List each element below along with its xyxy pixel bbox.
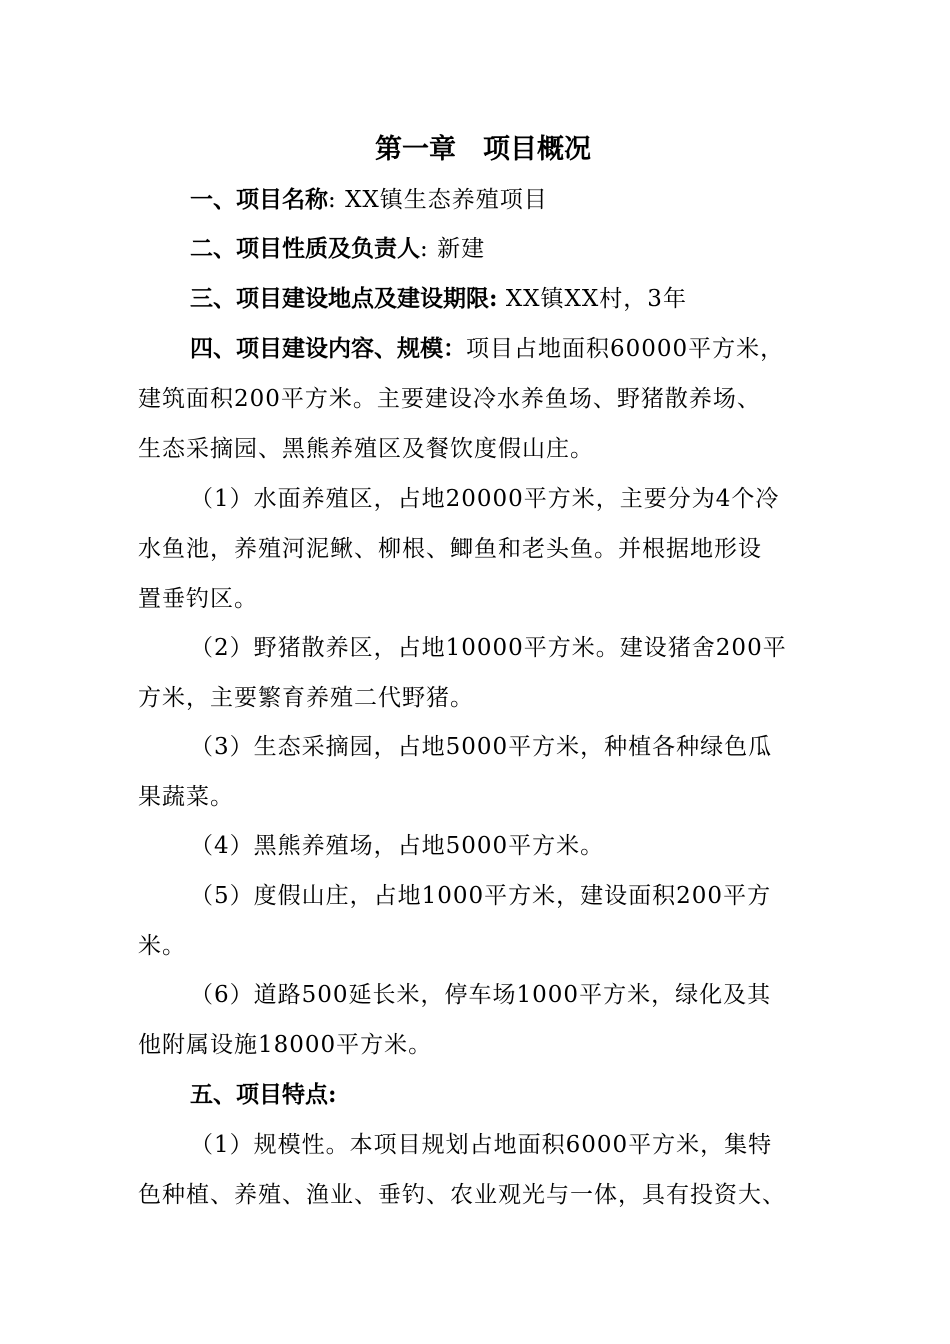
project-location-value: XX镇XX村，3年 <box>505 286 687 312</box>
subitem-3-line-1: （3）生态采摘园，占地5000平方米，种植各种绿色瓜 <box>190 734 773 760</box>
feature-1-line-1: （1）规模性。本项目规划占地面积6000平方米，集特 <box>190 1132 773 1158</box>
project-name-paragraph <box>138 175 828 225</box>
project-content-heading: 四、项目建设内容、规模： <box>190 335 466 362</box>
project-location-heading: 三、项目建设地点及建设期限 <box>190 285 489 312</box>
chapter-name: 项目概况 <box>483 134 591 165</box>
subitem-1-line-1: （1）水面养殖区，占地20000平方米，主要分为4个冷 <box>190 486 780 512</box>
subitem-4 <box>138 821 828 871</box>
project-nature-value: 新建 <box>437 236 486 262</box>
chapter-number: 第一章 <box>375 134 456 165</box>
subitem-2-line-1: （2）野猪散养区，占地10000平方米。建设猪舍200平 <box>190 635 787 661</box>
feature-1-line-2: 色种植、养殖、渔业、垂钓、农业观光与一体，具有投资大、 <box>138 1182 786 1208</box>
subitem-1-line-3: 置垂钓区。 <box>138 586 258 612</box>
subitem-2-line-2: 方米，主要繁育养殖二代野猪。 <box>138 685 474 711</box>
project-content-line-2: 建筑面积200平方米。主要建设冷水养鱼场、野猪散养场、 <box>138 386 761 412</box>
project-name-heading: 一、项目名称 <box>190 186 328 213</box>
chapter-title <box>138 128 828 172</box>
project-location-paragraph <box>138 274 828 324</box>
project-location-colon: : <box>489 285 498 312</box>
feature-1 <box>138 1120 828 1220</box>
subitem-2 <box>138 623 828 723</box>
project-name-colon: : <box>328 187 337 213</box>
subitem-4-line-1: （4）黑熊养殖场，占地5000平方米。 <box>190 833 605 859</box>
features-heading: 五、项目特点: <box>190 1081 337 1108</box>
subitem-5-line-1: （5）度假山庄，占地1000平方米，建设面积200平方 <box>190 883 772 909</box>
subitem-5-line-2: 米。 <box>138 933 186 959</box>
subitem-6-line-2: 他附属设施18000平方米。 <box>138 1032 433 1058</box>
project-nature-heading: 二、项目性质及负责人 <box>190 235 420 262</box>
subitem-1-line-2: 水鱼池，养殖河泥鳅、柳根、鲫鱼和老头鱼。并根据地形设 <box>138 536 762 562</box>
subitem-5 <box>138 871 828 971</box>
subitem-6 <box>138 970 828 1070</box>
project-content-paragraph <box>138 324 828 474</box>
subitem-3 <box>138 722 828 822</box>
subitem-3-line-2: 果蔬菜。 <box>138 784 234 810</box>
project-content-line-3: 生态采摘园、黑熊养殖区及餐饮度假山庄。 <box>138 436 594 462</box>
project-nature-colon: : <box>420 236 429 262</box>
project-name-value: XX镇生态养殖项目 <box>345 187 548 213</box>
project-content-line-1: 四、项目建设内容、规模：项目占地面积60000平方米， <box>190 335 785 362</box>
project-nature-paragraph <box>138 224 828 274</box>
subitem-6-line-1: （6）道路500延长米，停车场1000平方米，绿化及其 <box>190 982 772 1008</box>
features-heading-paragraph <box>138 1070 828 1120</box>
subitem-1 <box>138 474 828 624</box>
